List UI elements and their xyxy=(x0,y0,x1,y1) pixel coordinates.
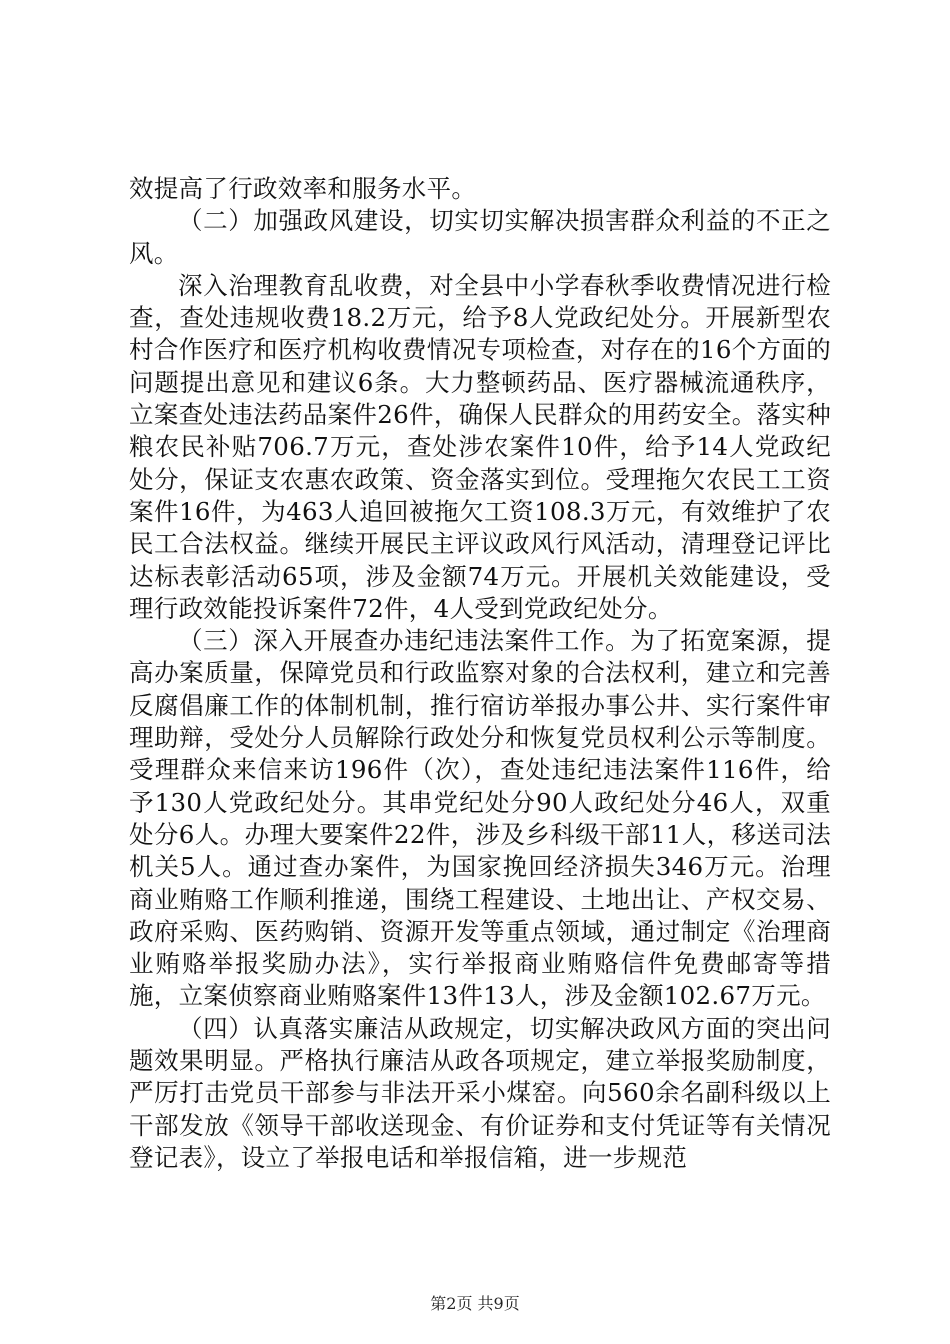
document-body xyxy=(129,173,831,1174)
paragraph-heading-3: （三）深入开展查办违纪违法案件工作。为了拓宽案源，提高办案质量，保障党员和行政监察对象的合法权利，建立和完善反腐倡廉工作的体制机制，推行宿访举报办事公井、实行案件审理助辩，受处分人员解除行政处分和恢复党员权利公示等制度。受理群众来信来访196件（次），查处违纪违法案件116件，给予130人党政纪处分。其串党纪处分90人政纪处分46人，双重处分6人。办理大要案件22件，涉及乡科级干部11人，移送司法机关5人。通过查办案件，为国家挽回经济损失346万元。治理商业贿赂工作顺利推递，围绕工程建设、土地出让、产权交易、政府采购、医药购销、资源开发等重点领域，通过制定《治理商业贿赂举报奖励办法》，实行举报商业贿赂信件免费邮寄等措施，立案侦察商业贿赂案件13件13人，涉及金额102.67万元。 xyxy=(129,626,831,1011)
paragraph-heading-2: （二）加强政风建设，切实切实解决损害群众利益的不正之风。 xyxy=(129,206,831,268)
paragraph-body-2: 深入治理教育乱收费，对全县中小学春秋季收费情况进行检查，查处违规收费18.2万元，给予8人党政纪处分。开展新型农村合作医疗和医疗机构收费情况专项检查，对存在的16个方面的问题提出意见和建议6条。大力整顿药品、医疗器械流通秩序，立案查处违法药品案件26件，确保人民群众的用药安全。落实种粮农民补贴706.7万元，查处涉农案件10件，给予14人党政纪处分，保证支农惠农政策、资金落实到位。受理拖欠农民工工资案件16件，为463人追回被拖欠工资108.3万元，有效维护了农民工合法权益。继续开展民主评议政风行风活动，清理登记评比达标表彰活动65项，涉及金额74万元。开展机关效能建设，受理行政效能投诉案件72件，4人受到党政纪处分。 xyxy=(129,270,831,623)
paragraph-heading-4: （四）认真落实廉洁从政规定，切实解决政风方面的突出问题效果明显。严格执行廉洁从政各项规定，建立举报奖励制度，严厉打击党员干部参与非法开采小煤窑。向560余名副科级以上干部发放《领导干部收送现金、有价证券和支付凭证等有关情况登记表》，设立了举报电话和举报信箱，进一步规范 xyxy=(129,1013,831,1172)
page-footer xyxy=(0,1294,950,1314)
page-number-label: 第2页 共9页 xyxy=(430,1294,520,1313)
paragraph-continuation: 效提高了行政效率和服务水平。 xyxy=(129,174,477,203)
